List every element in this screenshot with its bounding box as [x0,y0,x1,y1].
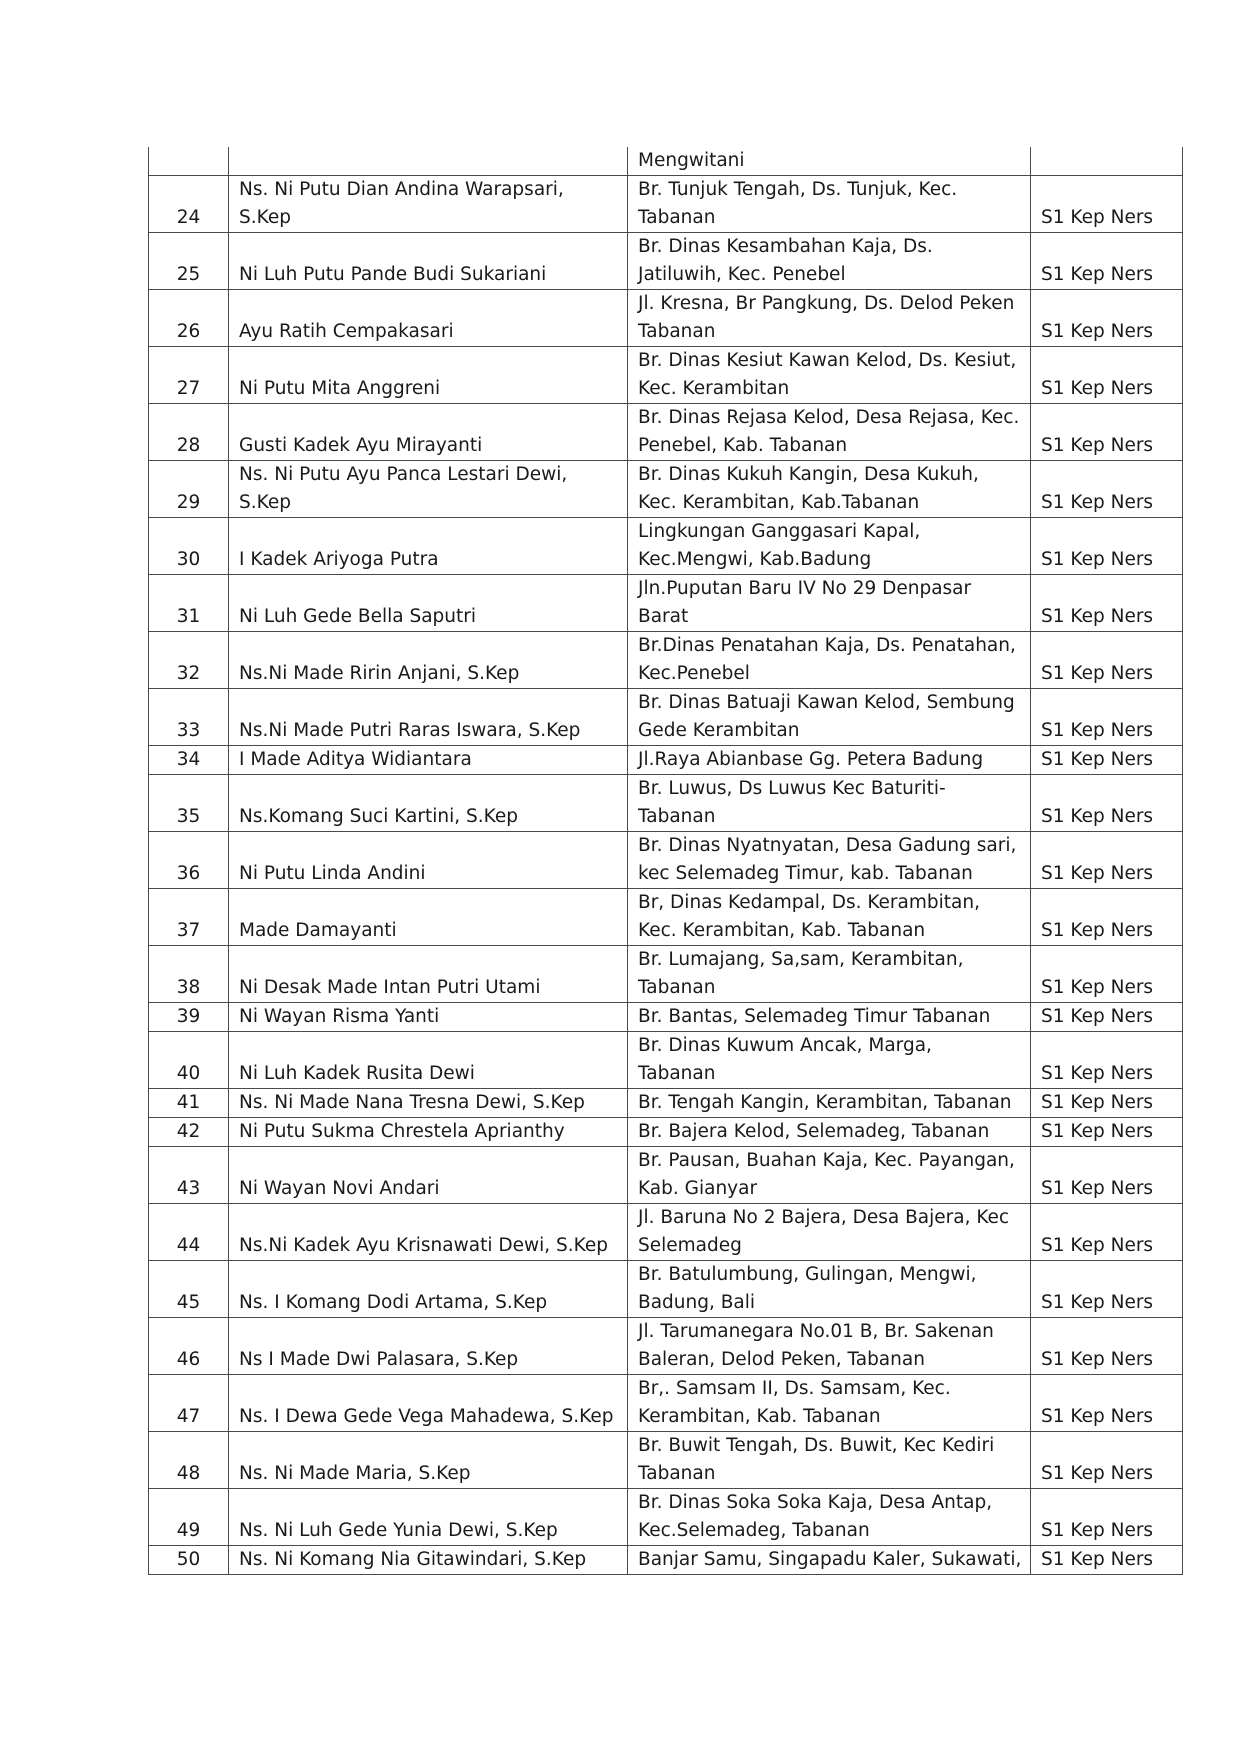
address-cell-line-2: Kec.Selemadeg, Tabanan [638,1520,870,1541]
address-cell [628,233,1031,290]
education-cell: S1 Kep Ners [1031,233,1183,290]
name-cell-line-2: Ns. Ni Luh Gede Yunia Dewi, S.Kep [239,1520,558,1541]
name-cell-line-2: S.Kep [239,492,291,513]
participant-table [148,147,1183,1575]
table-row [149,233,1183,290]
education-cell: S1 Kep Ners [1031,689,1183,746]
table-row [149,1089,1183,1118]
address-cell [628,689,1031,746]
address-cell-line-2: Br. Bantas, Selemadeg Timur Tabanan [638,1006,991,1027]
address-cell-line-1: Br. Dinas Soka Soka Kaja, Desa Antap, [638,1492,993,1513]
name-cell [229,461,628,518]
education-cell: S1 Kep Ners [1031,746,1183,775]
table-row [149,1118,1183,1147]
address-cell [628,347,1031,404]
address-cell-line-2: Selemadeg [638,1235,742,1256]
address-cell [628,176,1031,233]
table-row [149,632,1183,689]
name-cell-line-2: Ns. Ni Made Nana Tresna Dewi, S.Kep [239,1092,585,1113]
education-cell: S1 Kep Ners [1031,176,1183,233]
table-row [149,1489,1183,1546]
address-cell [628,1261,1031,1318]
address-cell-line-1: Br.Dinas Penatahan Kaja, Ds. Penatahan, [638,635,1016,656]
table-row [149,832,1183,889]
table-row [149,1546,1183,1575]
row-number-cell: 39 [149,1003,229,1032]
name-cell-line-2: Ni Putu Linda Andini [239,863,426,884]
address-cell [628,461,1031,518]
row-number-cell: 45 [149,1261,229,1318]
address-cell-line-1: Br. Buwit Tengah, Ds. Buwit, Kec Kediri [638,1435,995,1456]
row-number-cell [149,147,229,176]
education-cell: S1 Kep Ners [1031,1089,1183,1118]
name-cell-line-2: Ni Putu Mita Anggreni [239,378,441,399]
row-number-cell: 40 [149,1032,229,1089]
address-cell-line-2: Tabanan [638,321,716,342]
name-cell [229,889,628,946]
address-cell [628,1489,1031,1546]
address-cell-line-2: Tabanan [638,977,716,998]
address-cell-line-2: Barat [638,606,689,627]
row-number-cell: 36 [149,832,229,889]
address-cell [628,775,1031,832]
row-number-cell: 34 [149,746,229,775]
education-cell: S1 Kep Ners [1031,1489,1183,1546]
education-cell: S1 Kep Ners [1031,1147,1183,1204]
address-cell [628,889,1031,946]
name-cell-line-2: Made Damayanti [239,920,397,941]
address-cell-line-1: Jl. Tarumanegara No.01 B, Br. Sakenan [638,1321,994,1342]
address-cell-line-2: Kec.Penebel [638,663,750,684]
address-cell-line-2: Penebel, Kab. Tabanan [638,435,848,456]
name-cell-line-2: Ns. I Dewa Gede Vega Mahadewa, S.Kep [239,1406,614,1427]
education-cell: S1 Kep Ners [1031,1204,1183,1261]
address-cell-line-1: Br. Luwus, Ds Luwus Kec Baturiti- [638,778,946,799]
name-cell [229,1261,628,1318]
name-cell-line-2: I Kadek Ariyoga Putra [239,549,439,570]
address-cell-line-2: Tabanan [638,806,716,827]
address-cell-line-1: Br. Dinas Kesiut Kawan Kelod, Ds. Kesiut, [638,350,1017,371]
address-cell-line-1: Br. Pausan, Buahan Kaja, Kec. Payangan, [638,1150,1015,1171]
education-cell: S1 Kep Ners [1031,1318,1183,1375]
address-cell-line-1: Jln.Puputan Baru IV No 29 Denpasar [638,578,972,599]
address-cell [628,832,1031,889]
row-number-cell: 26 [149,290,229,347]
address-cell [628,1003,1031,1032]
table-row [149,290,1183,347]
row-number-cell: 31 [149,575,229,632]
address-cell [628,1147,1031,1204]
address-cell [628,1546,1031,1575]
table-row [149,689,1183,746]
address-cell-line-2: Kab. Gianyar [638,1178,758,1199]
address-cell [628,1375,1031,1432]
address-cell [628,1089,1031,1118]
name-cell-line-2: Ns.Komang Suci Kartini, S.Kep [239,806,518,827]
education-cell: S1 Kep Ners [1031,404,1183,461]
address-cell [628,1318,1031,1375]
address-cell-line-1: Jl. Baruna No 2 Bajera, Desa Bajera, Kec [638,1207,1010,1228]
education-cell: S1 Kep Ners [1031,632,1183,689]
address-cell: Mengwitani [628,147,1031,176]
row-number-cell: 25 [149,233,229,290]
name-cell-line-2: Ns.Ni Kadek Ayu Krisnawati Dewi, S.Kep [239,1235,608,1256]
education-cell: S1 Kep Ners [1031,1261,1183,1318]
row-number-cell: 35 [149,775,229,832]
name-cell-line-2: S.Kep [239,207,291,228]
table-row [149,1204,1183,1261]
education-cell: S1 Kep Ners [1031,461,1183,518]
name-cell [229,575,628,632]
education-cell: S1 Kep Ners [1031,1546,1183,1575]
address-cell-line-1: Br,. Samsam II, Ds. Samsam, Kec. [638,1378,951,1399]
name-cell-line-1: Ns. Ni Putu Dian Andina Warapsari, [239,179,564,200]
table-row [149,347,1183,404]
address-cell-line-1: Br. Dinas Nyatnyatan, Desa Gadung sari, [638,835,1017,856]
name-cell [229,689,628,746]
table-row [149,1318,1183,1375]
address-cell [628,632,1031,689]
name-cell [229,1318,628,1375]
address-cell [628,1032,1031,1089]
name-cell [229,290,628,347]
name-cell-line-2: Ni Luh Putu Pande Budi Sukariani [239,264,547,285]
address-cell-line-1: Br. Tunjuk Tengah, Ds. Tunjuk, Kec. [638,179,958,200]
address-cell-line-1: Br. Dinas Kuwum Ancak, Marga, [638,1035,932,1056]
address-cell-line-1: Br. Batulumbung, Gulingan, Mengwi, [638,1264,977,1285]
table-row [149,461,1183,518]
name-cell-line-2: Ns. Ni Komang Nia Gitawindari, S.Kep [239,1549,587,1570]
row-number-cell: 27 [149,347,229,404]
name-cell-line-2: Ni Wayan Novi Andari [239,1178,440,1199]
address-cell-line-2: Badung, Bali [638,1292,756,1313]
table-row [149,775,1183,832]
row-number-cell: 32 [149,632,229,689]
address-cell-line-1: Lingkungan Ganggasari Kapal, [638,521,921,542]
table-row [149,404,1183,461]
name-cell [229,946,628,1003]
row-number-cell: 37 [149,889,229,946]
name-cell [229,746,628,775]
name-cell [229,1432,628,1489]
name-cell-line-2: Ni Desak Made Intan Putri Utami [239,977,541,998]
name-cell-line-2: Ns.Ni Made Ririn Anjani, S.Kep [239,663,520,684]
address-cell-line-2: Kec. Kerambitan [638,378,790,399]
table-row-continuation [149,147,1183,176]
name-cell [229,832,628,889]
name-cell-line-2: Gusti Kadek Ayu Mirayanti [239,435,483,456]
row-number-cell: 44 [149,1204,229,1261]
name-cell-line-2: Ni Wayan Risma Yanti [239,1006,440,1027]
name-cell-line-2: Ns. I Komang Dodi Artama, S.Kep [239,1292,548,1313]
row-number-cell: 43 [149,1147,229,1204]
table-row [149,575,1183,632]
name-cell [229,233,628,290]
address-cell-line-1: Br. Dinas Kesambahan Kaja, Ds. [638,236,933,257]
name-cell [229,1003,628,1032]
address-cell-line-1: Br, Dinas Kedampal, Ds. Kerambitan, [638,892,980,913]
address-cell-line-1: Br. Dinas Batuaji Kawan Kelod, Sembung [638,692,1015,713]
address-cell-line-2: Kerambitan, Kab. Tabanan [638,1406,881,1427]
name-cell [229,1546,628,1575]
name-cell-line-2: Ns. Ni Made Maria, S.Kep [239,1463,471,1484]
name-cell [229,1032,628,1089]
address-cell-line-2: Br. Tengah Kangin, Kerambitan, Tabanan [638,1092,1012,1113]
name-cell [229,347,628,404]
name-cell [229,404,628,461]
address-cell-line-1: Br. Dinas Kukuh Kangin, Desa Kukuh, [638,464,979,485]
name-cell [229,775,628,832]
table-row [149,518,1183,575]
row-number-cell: 50 [149,1546,229,1575]
name-cell [229,147,628,176]
education-cell: S1 Kep Ners [1031,575,1183,632]
address-cell [628,518,1031,575]
address-cell-line-2: Br. Bajera Kelod, Selemadeg, Tabanan [638,1121,990,1142]
name-cell-line-2: Ns I Made Dwi Palasara, S.Kep [239,1349,519,1370]
name-cell-line-2: I Made Aditya Widiantara [239,749,472,770]
name-cell-line-2: Ni Luh Gede Bella Saputri [239,606,477,627]
row-number-cell: 24 [149,176,229,233]
name-cell-line-2: Ni Luh Kadek Rusita Dewi [239,1063,475,1084]
row-number-cell: 29 [149,461,229,518]
row-number-cell: 28 [149,404,229,461]
table-row [149,1003,1183,1032]
address-cell-line-2: Tabanan [638,1063,716,1084]
education-cell: S1 Kep Ners [1031,1432,1183,1489]
education-cell: S1 Kep Ners [1031,290,1183,347]
education-cell: S1 Kep Ners [1031,946,1183,1003]
name-cell-line-2: Ayu Ratih Cempakasari [239,321,454,342]
address-cell-line-2: Kec. Kerambitan, Kab.Tabanan [638,492,920,513]
row-number-cell: 30 [149,518,229,575]
name-cell [229,1489,628,1546]
address-cell-line-2: Banjar Samu, Singapadu Kaler, Sukawati, [638,1549,1022,1570]
name-cell [229,518,628,575]
table-row [149,746,1183,775]
address-cell [628,404,1031,461]
table-row [149,1032,1183,1089]
education-cell: S1 Kep Ners [1031,1375,1183,1432]
address-cell-line-2: Jatiluwih, Kec. Penebel [638,264,846,285]
name-cell [229,1089,628,1118]
name-cell-line-2: Ni Putu Sukma Chrestela Aprianthy [239,1121,565,1142]
name-cell-line-2: Ns.Ni Made Putri Raras Iswara, S.Kep [239,720,581,741]
address-cell-line-2: Gede Kerambitan [638,720,800,741]
row-number-cell: 46 [149,1318,229,1375]
education-cell: S1 Kep Ners [1031,518,1183,575]
address-cell [628,290,1031,347]
address-cell [628,746,1031,775]
row-number-cell: 38 [149,946,229,1003]
address-cell-line-2: Tabanan [638,207,716,228]
address-cell [628,1204,1031,1261]
name-cell [229,1118,628,1147]
education-cell: S1 Kep Ners [1031,889,1183,946]
education-cell: S1 Kep Ners [1031,775,1183,832]
table-row [149,1375,1183,1432]
name-cell [229,176,628,233]
table-row [149,1432,1183,1489]
address-cell [628,946,1031,1003]
name-cell [229,1375,628,1432]
participant-table-body [149,147,1183,1575]
address-cell-line-1: Br. Dinas Rejasa Kelod, Desa Rejasa, Kec. [638,407,1020,428]
row-number-cell: 48 [149,1432,229,1489]
education-cell: S1 Kep Ners [1031,1032,1183,1089]
address-cell-line-1: Br. Lumajang, Sa,sam, Kerambitan, [638,949,964,970]
row-number-cell: 41 [149,1089,229,1118]
address-cell-line-2: kec Selemadeg Timur, kab. Tabanan [638,863,973,884]
address-cell [628,1118,1031,1147]
education-cell: S1 Kep Ners [1031,1118,1183,1147]
address-cell [628,1432,1031,1489]
name-cell [229,1147,628,1204]
row-number-cell: 47 [149,1375,229,1432]
name-cell [229,632,628,689]
address-cell-line-2: Kec.Mengwi, Kab.Badung [638,549,872,570]
table-row [149,946,1183,1003]
name-cell [229,1204,628,1261]
education-cell: S1 Kep Ners [1031,832,1183,889]
table-row [149,889,1183,946]
row-number-cell: 49 [149,1489,229,1546]
address-cell-line-2: Jl.Raya Abianbase Gg. Petera Badung [638,749,984,770]
address-cell [628,575,1031,632]
address-cell-line-2: Kec. Kerambitan, Kab. Tabanan [638,920,926,941]
row-number-cell: 33 [149,689,229,746]
table-row [149,1147,1183,1204]
name-cell-line-1: Ns. Ni Putu Ayu Panca Lestari Dewi, [239,464,568,485]
table-row [149,1261,1183,1318]
address-cell-line-1: Jl. Kresna, Br Pangkung, Ds. Delod Peken [638,293,1015,314]
education-cell: S1 Kep Ners [1031,347,1183,404]
address-cell-line-2: Baleran, Delod Peken, Tabanan [638,1349,925,1370]
address-cell-line-2: Tabanan [638,1463,716,1484]
row-number-cell: 42 [149,1118,229,1147]
table-row [149,176,1183,233]
education-cell: S1 Kep Ners [1031,1003,1183,1032]
education-cell [1031,147,1183,176]
